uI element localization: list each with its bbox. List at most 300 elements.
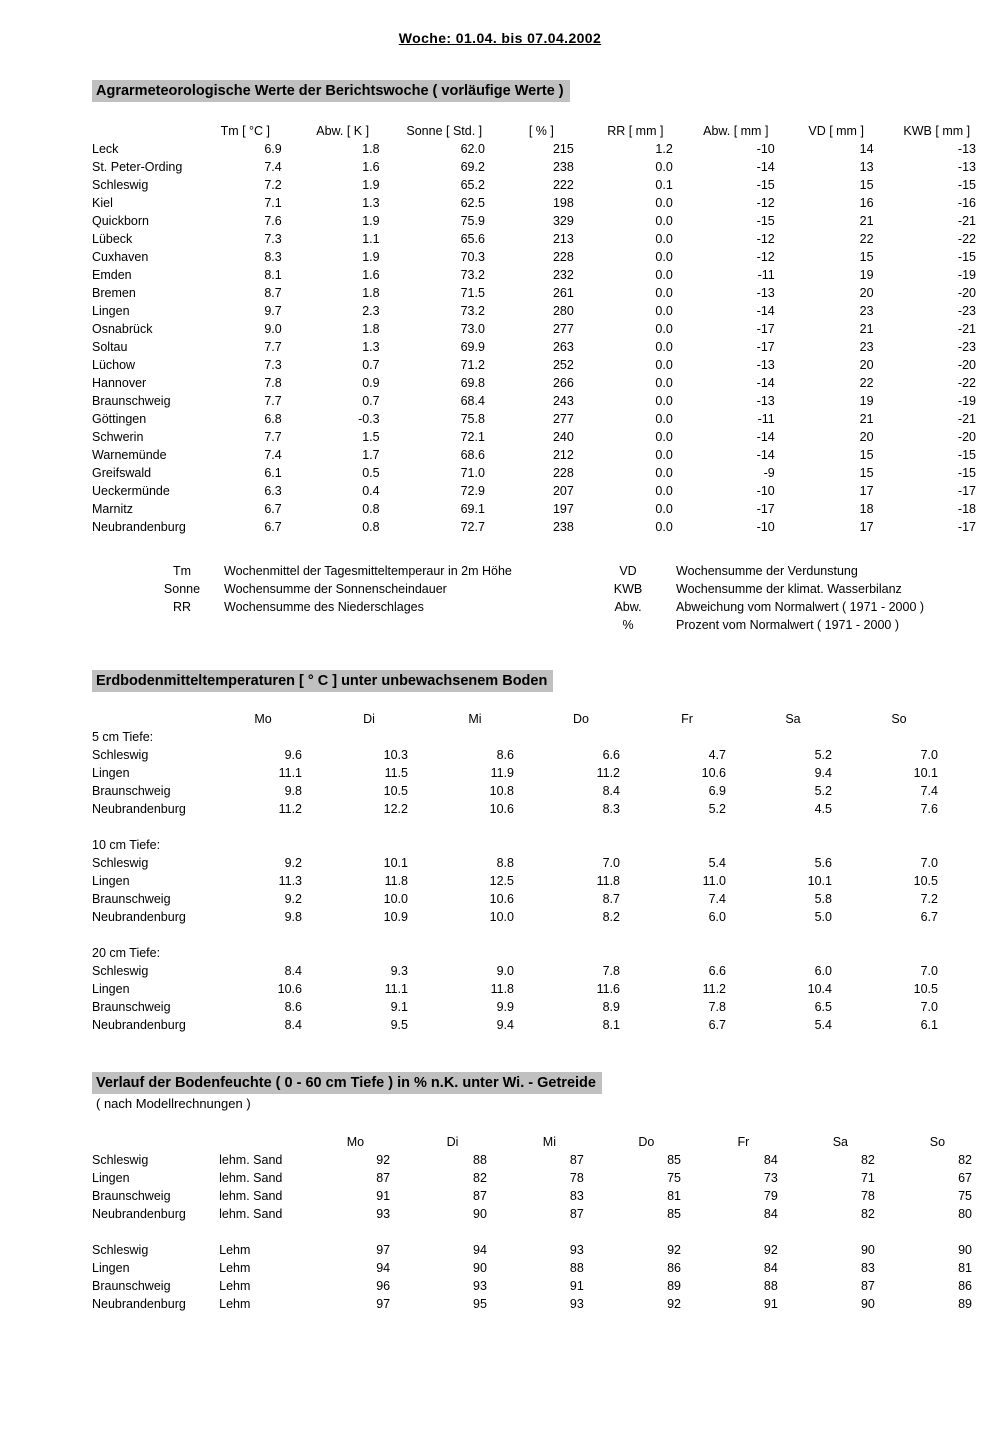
data-cell: 9.0 bbox=[496, 964, 514, 978]
table-row bbox=[92, 1207, 1000, 1225]
data-cell: 93 bbox=[473, 1279, 487, 1293]
data-cell: 6.0 bbox=[814, 964, 832, 978]
data-cell: 212 bbox=[552, 448, 574, 462]
column-header: Abw. [ mm ] bbox=[703, 124, 769, 138]
spacer-cell bbox=[92, 820, 966, 838]
data-cell: 5.6 bbox=[814, 856, 832, 870]
table-row bbox=[92, 214, 1000, 232]
data-cell: 10.3 bbox=[383, 748, 408, 762]
data-cell: 10.1 bbox=[807, 874, 832, 888]
station-name: Neubrandenburg bbox=[92, 802, 186, 816]
data-cell: 9.5 bbox=[390, 1018, 408, 1032]
data-cell: 78 bbox=[569, 1171, 584, 1185]
data-cell: 14 bbox=[859, 142, 874, 156]
data-cell: 87 bbox=[376, 1171, 391, 1185]
data-cell: 1.9 bbox=[362, 178, 380, 192]
data-cell: 6.0 bbox=[708, 910, 726, 924]
data-cell: 73 bbox=[763, 1171, 778, 1185]
table-row bbox=[92, 982, 966, 1000]
data-cell: 0.0 bbox=[655, 430, 673, 444]
column-header: [ % ] bbox=[528, 124, 554, 138]
station-name: Cuxhaven bbox=[92, 250, 149, 264]
data-cell: 1.6 bbox=[362, 160, 380, 174]
data-cell: 2.3 bbox=[362, 304, 380, 318]
data-cell: 7.4 bbox=[708, 892, 726, 906]
table-row bbox=[92, 1297, 1000, 1315]
data-cell: 1.6 bbox=[362, 268, 380, 282]
table-row bbox=[92, 268, 1000, 286]
station-name: Emden bbox=[92, 268, 132, 282]
data-cell: 20 bbox=[859, 286, 874, 300]
data-cell: -22 bbox=[957, 376, 976, 390]
column-header: Sonne [ Std. ] bbox=[406, 124, 483, 138]
data-cell: 8.1 bbox=[602, 1018, 620, 1032]
data-cell: 65.6 bbox=[460, 232, 485, 246]
data-cell: 71.5 bbox=[460, 286, 485, 300]
legend-row bbox=[140, 582, 924, 600]
soil-type: Lehm bbox=[219, 1279, 251, 1293]
table-row bbox=[92, 322, 1000, 340]
column-header-day: Mo bbox=[346, 1135, 365, 1149]
data-cell: 9.0 bbox=[264, 322, 282, 336]
data-cell: 0.8 bbox=[362, 502, 380, 516]
depth-group-header bbox=[92, 730, 966, 748]
depth-group-label: 20 cm Tiefe: bbox=[92, 946, 161, 960]
data-cell: 6.7 bbox=[920, 910, 938, 924]
data-cell: 1.3 bbox=[362, 340, 380, 354]
group-spacer bbox=[92, 928, 966, 946]
station-name: Lübeck bbox=[92, 232, 133, 246]
data-cell: -13 bbox=[756, 286, 775, 300]
data-cell: -19 bbox=[957, 394, 976, 408]
data-cell: 1.8 bbox=[362, 322, 380, 336]
data-cell: 86 bbox=[667, 1261, 681, 1275]
data-cell: 252 bbox=[552, 358, 574, 372]
data-cell: 1.5 bbox=[362, 430, 380, 444]
legend-row bbox=[140, 600, 924, 618]
station-name: Quickborn bbox=[92, 214, 149, 228]
data-cell: 88 bbox=[473, 1153, 487, 1167]
station-name: Bremen bbox=[92, 286, 136, 300]
data-cell: 12.5 bbox=[489, 874, 514, 888]
data-cell: 10.5 bbox=[913, 874, 938, 888]
group-spacer bbox=[92, 1225, 1000, 1243]
data-cell: 0.0 bbox=[655, 286, 673, 300]
section-agrarmeteorologische-werte bbox=[0, 80, 1000, 636]
station-name: Göttingen bbox=[92, 412, 147, 426]
data-cell: 7.6 bbox=[264, 214, 282, 228]
station-name: Braunschweig bbox=[92, 1189, 171, 1203]
station-name: Neubrandenburg bbox=[92, 910, 186, 924]
data-cell: 277 bbox=[552, 412, 574, 426]
data-cell: 9.4 bbox=[496, 1018, 514, 1032]
legend-key: RR bbox=[172, 600, 192, 614]
data-cell: -0.3 bbox=[358, 412, 380, 426]
data-cell: 72.9 bbox=[460, 484, 485, 498]
station-name: Lingen bbox=[92, 874, 130, 888]
data-cell: 5.2 bbox=[814, 784, 832, 798]
column-header-station bbox=[92, 124, 209, 142]
data-cell: 10.1 bbox=[383, 856, 408, 870]
data-cell: 6.8 bbox=[264, 412, 282, 426]
data-cell: 7.0 bbox=[920, 856, 938, 870]
data-cell: 62.5 bbox=[460, 196, 485, 210]
column-header-day: Do bbox=[638, 1135, 655, 1149]
column-header-day: Do bbox=[573, 712, 589, 726]
spacer-cell bbox=[92, 1225, 1000, 1243]
data-cell: 68.6 bbox=[460, 448, 485, 462]
data-cell: 8.9 bbox=[602, 1000, 620, 1014]
data-cell: -15 bbox=[957, 250, 976, 264]
legend-key: Tm bbox=[172, 564, 192, 578]
data-cell: 215 bbox=[552, 142, 574, 156]
data-cell: -14 bbox=[756, 430, 775, 444]
data-cell: 22 bbox=[859, 232, 874, 246]
data-cell: 0.0 bbox=[655, 520, 673, 534]
table-row bbox=[92, 250, 1000, 268]
data-cell: 1.1 bbox=[362, 232, 380, 246]
data-cell: 7.7 bbox=[264, 430, 282, 444]
weather-table bbox=[92, 124, 1000, 538]
data-cell: -17 bbox=[756, 340, 775, 354]
data-cell: 0.0 bbox=[655, 160, 673, 174]
column-header: RR [ mm ] bbox=[607, 124, 664, 138]
data-cell: 0.4 bbox=[362, 484, 380, 498]
column-header: Tm [ °C ] bbox=[220, 124, 271, 138]
data-cell: 11.2 bbox=[596, 766, 620, 780]
data-cell: 329 bbox=[552, 214, 574, 228]
data-cell: 7.0 bbox=[920, 748, 938, 762]
data-cell: 87 bbox=[569, 1207, 584, 1221]
table-row bbox=[92, 1000, 966, 1018]
data-cell: 84 bbox=[763, 1153, 778, 1167]
data-cell: -10 bbox=[756, 520, 775, 534]
data-cell: 94 bbox=[473, 1243, 487, 1257]
legend-value: Wochenmittel der Tagesmitteltemperaur in 2m Höhe bbox=[224, 564, 512, 578]
data-cell: -17 bbox=[957, 520, 976, 534]
data-cell: 17 bbox=[859, 484, 874, 498]
data-cell: -14 bbox=[756, 448, 775, 462]
data-cell: 92 bbox=[667, 1297, 681, 1311]
data-cell: 4.7 bbox=[708, 748, 726, 762]
data-cell: 1.8 bbox=[362, 286, 380, 300]
data-cell: 72.1 bbox=[460, 430, 485, 444]
data-cell: 8.3 bbox=[602, 802, 620, 816]
depth-group-label: 10 cm Tiefe: bbox=[92, 838, 161, 852]
data-cell: 1.9 bbox=[362, 214, 380, 228]
data-cell: 6.5 bbox=[814, 1000, 832, 1014]
data-cell: 0.0 bbox=[655, 448, 673, 462]
data-cell: 1.3 bbox=[362, 196, 380, 210]
table-body bbox=[92, 142, 1000, 538]
data-cell: 92 bbox=[376, 1153, 391, 1167]
data-cell: 9.2 bbox=[284, 892, 302, 906]
data-cell: 8.6 bbox=[496, 748, 514, 762]
column-header-day: Sa bbox=[785, 712, 801, 726]
table-row bbox=[92, 160, 1000, 178]
data-cell: 7.2 bbox=[920, 892, 938, 906]
table-row bbox=[92, 448, 1000, 466]
data-cell: -23 bbox=[957, 304, 976, 318]
data-cell: 6.9 bbox=[708, 784, 726, 798]
table-row bbox=[92, 1189, 1000, 1207]
station-name: Schleswig bbox=[92, 748, 149, 762]
data-cell: 85 bbox=[667, 1207, 681, 1221]
data-cell: 9.4 bbox=[814, 766, 832, 780]
soil-type: lehm. Sand bbox=[219, 1153, 283, 1167]
data-cell: -20 bbox=[957, 286, 976, 300]
section2-heading: Erdbodenmitteltemperaturen [ ° C ] unter unbewachsenem Boden bbox=[92, 670, 553, 692]
data-cell: 7.2 bbox=[264, 178, 282, 192]
station-name: Soltau bbox=[92, 340, 128, 354]
data-cell: -13 bbox=[957, 160, 976, 174]
data-cell: -20 bbox=[957, 358, 976, 372]
table-body bbox=[92, 730, 966, 1036]
data-cell: 11.0 bbox=[702, 874, 726, 888]
legend-key: VD bbox=[619, 564, 637, 578]
data-cell: 9.6 bbox=[284, 748, 302, 762]
data-cell: 0.0 bbox=[655, 376, 673, 390]
data-cell: 15 bbox=[859, 448, 874, 462]
legend-value: Wochensumme der Sonnenscheindauer bbox=[224, 582, 447, 596]
data-cell: 10.6 bbox=[489, 802, 514, 816]
data-cell: 91 bbox=[763, 1297, 778, 1311]
data-cell: 277 bbox=[552, 322, 574, 336]
data-cell: -15 bbox=[957, 466, 976, 480]
column-header-day: Di bbox=[363, 712, 375, 726]
data-cell: 71.0 bbox=[460, 466, 485, 480]
data-cell: 11.1 bbox=[384, 982, 408, 996]
data-cell: -14 bbox=[756, 304, 775, 318]
station-name: Neubrandenburg bbox=[92, 520, 186, 534]
table-row bbox=[92, 964, 966, 982]
data-cell: 19 bbox=[859, 394, 874, 408]
data-cell: 232 bbox=[552, 268, 574, 282]
column-header-day: So bbox=[929, 1135, 946, 1149]
data-cell: 15 bbox=[859, 466, 874, 480]
table-header-row bbox=[92, 712, 966, 730]
data-cell: 82 bbox=[958, 1153, 972, 1167]
data-cell: 85 bbox=[667, 1153, 681, 1167]
table-row bbox=[92, 1261, 1000, 1279]
data-cell: 0.0 bbox=[655, 232, 673, 246]
station-name: Braunschweig bbox=[92, 784, 171, 798]
section3-subheading: ( nach Modellrechnungen ) bbox=[96, 1096, 251, 1111]
data-cell: 12.2 bbox=[383, 802, 408, 816]
data-cell: 93 bbox=[569, 1297, 584, 1311]
table-row bbox=[92, 466, 1000, 484]
data-cell: 69.9 bbox=[460, 340, 485, 354]
data-cell: 0.1 bbox=[655, 178, 673, 192]
table-row bbox=[92, 196, 1000, 214]
data-cell: 7.4 bbox=[264, 448, 282, 462]
data-cell: 6.7 bbox=[708, 1018, 726, 1032]
data-cell: 84 bbox=[763, 1207, 778, 1221]
depth-group-header bbox=[92, 838, 966, 856]
data-cell: 90 bbox=[860, 1297, 875, 1311]
column-header-day: Mi bbox=[468, 712, 482, 726]
table-row bbox=[92, 304, 1000, 322]
data-cell: 62.0 bbox=[460, 142, 485, 156]
column-header: KWB [ mm ] bbox=[903, 124, 971, 138]
legend-key: Sonne bbox=[163, 582, 201, 596]
station-name: Schleswig bbox=[92, 856, 149, 870]
data-cell: 19 bbox=[859, 268, 874, 282]
station-name: Schleswig bbox=[92, 1153, 149, 1167]
spacer-cell bbox=[92, 928, 966, 946]
data-cell: 0.0 bbox=[655, 304, 673, 318]
page-title: Woche: 01.04. bis 07.04.2002 bbox=[398, 30, 602, 46]
column-header-day: Fr bbox=[681, 712, 693, 726]
column-header-day: Sa bbox=[832, 1135, 848, 1149]
table-row bbox=[92, 394, 1000, 412]
data-cell: 11.9 bbox=[490, 766, 514, 780]
data-cell: 5.4 bbox=[708, 856, 726, 870]
data-cell: 88 bbox=[763, 1279, 778, 1293]
legend-key: Abw. bbox=[614, 600, 642, 614]
data-cell: 73.2 bbox=[460, 304, 485, 318]
table-body bbox=[92, 1153, 1000, 1315]
table-row bbox=[92, 748, 966, 766]
soil-type: Lehm bbox=[219, 1297, 251, 1311]
data-cell: 10.6 bbox=[701, 766, 726, 780]
data-cell: 16 bbox=[859, 196, 874, 210]
data-cell: 13 bbox=[859, 160, 874, 174]
table-row bbox=[92, 1243, 1000, 1261]
data-cell: 243 bbox=[552, 394, 574, 408]
column-header-day: Di bbox=[446, 1135, 459, 1149]
document-page bbox=[0, 30, 1000, 1445]
data-cell: 10.5 bbox=[913, 982, 938, 996]
data-cell: 92 bbox=[667, 1243, 681, 1257]
data-cell: -17 bbox=[756, 322, 775, 336]
data-cell: 21 bbox=[859, 214, 874, 228]
data-cell: -21 bbox=[957, 322, 976, 336]
data-cell: 94 bbox=[376, 1261, 391, 1275]
data-cell: 20 bbox=[859, 430, 874, 444]
data-cell: 71 bbox=[860, 1171, 875, 1185]
data-cell: 8.4 bbox=[284, 964, 302, 978]
data-cell: 7.8 bbox=[708, 1000, 726, 1014]
data-cell: -13 bbox=[756, 394, 775, 408]
data-cell: 65.2 bbox=[460, 178, 485, 192]
data-cell: 5.0 bbox=[814, 910, 832, 924]
data-cell: -20 bbox=[957, 430, 976, 444]
data-cell: -22 bbox=[957, 232, 976, 246]
column-header-day: Mo bbox=[254, 712, 272, 726]
table-row bbox=[92, 142, 1000, 160]
legend-row bbox=[140, 564, 924, 582]
data-cell: 0.9 bbox=[362, 376, 380, 390]
data-cell: 75.9 bbox=[460, 214, 485, 228]
soil-temperature-table bbox=[92, 712, 966, 1036]
data-cell: 1.7 bbox=[362, 448, 380, 462]
data-cell: 89 bbox=[667, 1279, 681, 1293]
data-cell: -15 bbox=[756, 178, 775, 192]
data-cell: 8.3 bbox=[264, 250, 282, 264]
table-header-row bbox=[92, 1135, 1000, 1153]
data-cell: 11.8 bbox=[490, 982, 514, 996]
data-cell: 5.2 bbox=[708, 802, 726, 816]
data-cell: 23 bbox=[859, 304, 874, 318]
data-cell: 7.8 bbox=[264, 376, 282, 390]
data-cell: 8.7 bbox=[264, 286, 282, 300]
soil-moisture-table bbox=[92, 1135, 1000, 1315]
data-cell: 9.1 bbox=[390, 1000, 408, 1014]
data-cell: -15 bbox=[957, 448, 976, 462]
station-name: Lingen bbox=[92, 982, 130, 996]
data-cell: 0.0 bbox=[655, 502, 673, 516]
data-cell: 0.0 bbox=[655, 214, 673, 228]
data-cell: 228 bbox=[552, 466, 574, 480]
table-row bbox=[92, 178, 1000, 196]
data-cell: 9.2 bbox=[284, 856, 302, 870]
table-row bbox=[92, 358, 1000, 376]
data-cell: 8.6 bbox=[284, 1000, 302, 1014]
station-name: Osnabrück bbox=[92, 322, 153, 336]
data-cell: 71.2 bbox=[460, 358, 485, 372]
data-cell: 96 bbox=[376, 1279, 391, 1293]
data-cell: 81 bbox=[667, 1189, 681, 1203]
data-cell: 72.7 bbox=[460, 520, 485, 534]
station-name: Kiel bbox=[92, 196, 113, 210]
station-name: Braunschweig bbox=[92, 1000, 171, 1014]
data-cell: 0.7 bbox=[362, 394, 380, 408]
station-name: Lingen bbox=[92, 766, 130, 780]
data-cell: 78 bbox=[860, 1189, 875, 1203]
data-cell: 79 bbox=[763, 1189, 778, 1203]
data-cell: -21 bbox=[957, 412, 976, 426]
data-cell: 90 bbox=[473, 1207, 487, 1221]
station-name: Braunschweig bbox=[92, 394, 171, 408]
data-cell: 7.1 bbox=[264, 196, 282, 210]
data-cell: 21 bbox=[859, 412, 874, 426]
legend-table bbox=[140, 564, 924, 636]
data-cell: 7.0 bbox=[920, 964, 938, 978]
table-row bbox=[92, 766, 966, 784]
data-cell: 6.3 bbox=[264, 484, 282, 498]
station-name: Lingen bbox=[92, 1171, 130, 1185]
data-cell: 228 bbox=[552, 250, 574, 264]
data-cell: 10.9 bbox=[383, 910, 408, 924]
table-row bbox=[92, 340, 1000, 358]
legend-key bbox=[140, 618, 224, 636]
depth-group-label: 5 cm Tiefe: bbox=[92, 730, 154, 744]
data-cell: -15 bbox=[957, 178, 976, 192]
legend-key: KWB bbox=[613, 582, 643, 596]
data-cell: 197 bbox=[552, 502, 574, 516]
column-header: Abw. [ K ] bbox=[316, 124, 370, 138]
data-cell: 0.7 bbox=[362, 358, 380, 372]
column-header-station bbox=[92, 1135, 219, 1153]
data-cell: 0.0 bbox=[655, 268, 673, 282]
data-cell: 90 bbox=[473, 1261, 487, 1275]
data-cell: 0.0 bbox=[655, 322, 673, 336]
data-cell: 0.8 bbox=[362, 520, 380, 534]
data-cell: 240 bbox=[552, 430, 574, 444]
column-header: VD [ mm ] bbox=[808, 124, 864, 138]
data-cell: 198 bbox=[552, 196, 574, 210]
data-cell: 9.8 bbox=[284, 910, 302, 924]
data-cell: 93 bbox=[376, 1207, 391, 1221]
station-name: Leck bbox=[92, 142, 119, 156]
data-cell: 6.7 bbox=[264, 502, 282, 516]
data-cell: 15 bbox=[859, 178, 874, 192]
data-cell: 6.1 bbox=[920, 1018, 938, 1032]
data-cell: 10.1 bbox=[913, 766, 938, 780]
data-cell: 7.6 bbox=[920, 802, 938, 816]
station-name: Neubrandenburg bbox=[92, 1207, 186, 1221]
